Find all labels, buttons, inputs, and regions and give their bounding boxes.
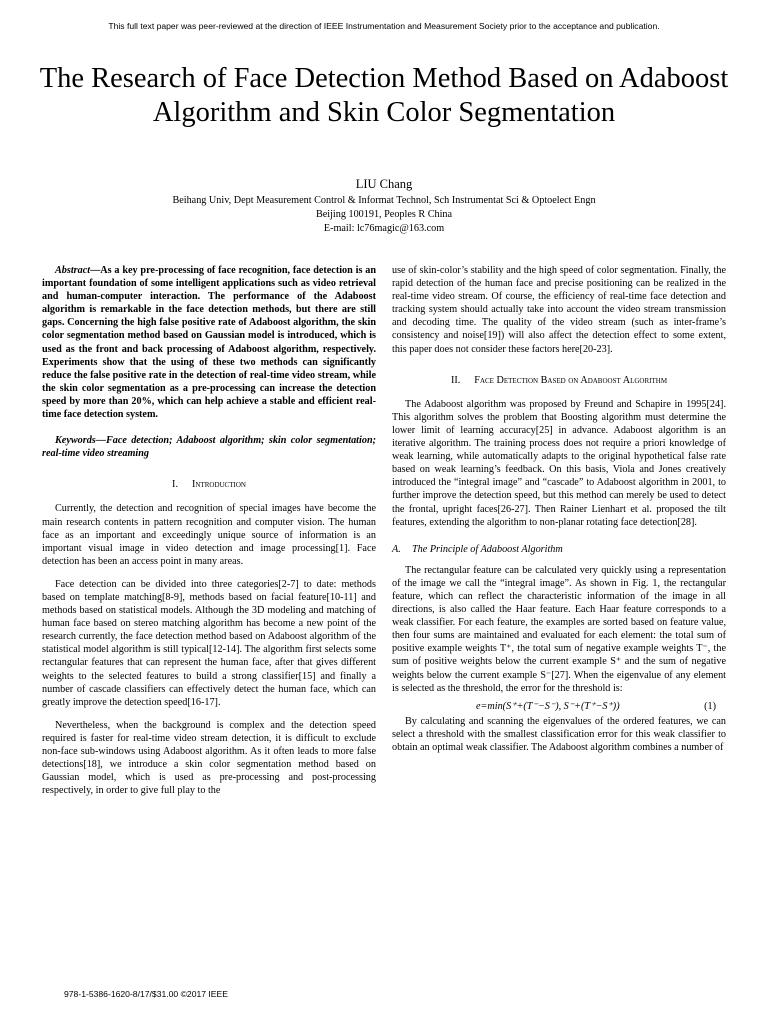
equation-1 [392,700,726,715]
adaboost-paragraph: The Adaboost algorithm was proposed by Freund and Schapire in 1995[24]. This algorithm solves the problem that Boosting algorithm must determine the lower limit of learning accuracy[25] in advance. Adaboost algorithm is an iterative algorithm. The training process does not require a priori knowledge of weak learning, while automatically adapts to the original hypothetical false rate based on weak learning’s feedback. On this basis, Viola and Jones creatively introduced the “integral image” and “cascade” to Adaboost algorithm in 2001, to further improve the detection speed, but this method can merely be used to detect the frontal, upright faces[26-27]. Then Rainer Lienhart et al. proposed the tilt features, extending the algorithm to non-planar rotating face detection[28]. [392,398,726,528]
equation-expression: e=min(S⁺+(T⁻−S⁻), S⁻+(T⁺−S⁺)) [476,700,620,712]
intro-paragraph: Currently, the detection and recognition of special images have become the main research contents in pattern recognition and computer vision. The human face as an important and exceedingly unique source of information is an important visual image in video detection and image processing[1]. Face detection has been an access point in many areas. [42,503,376,567]
author-affiliation [0,194,768,235]
intro-paragraph: Nevertheless, when the background is complex and the detection speed required is faster for real-time video stream detection, it is difficult to exclude non-face sub-windows using Adaboost algorithm. As it often leads to more false detections[18], we introduce a skin color segmentation method based on Gaussian model, which is used as pre-processing and post-processing respectively, in order to give full play to the [42,719,376,797]
header-notice: This full text paper was peer-reviewed at the direction of IEEE Instrumentation and Measurement Society prior to the acceptance and publication. [108,21,660,31]
abstract-text: —As a key pre-processing of face recognition, face detection is an important foundation of some intelligent applications such as video retrieval and human-computer interaction. The performance of the Adaboost algorithm is remarkable in the face detection methods, but there are still gaps. Concerning the high false positive rate of Adaboost algorithm, the skin color segmentation method based on Gaussian model is introduced, which is used as the front and back processing of Adaboost algorithm, respectively. Experiments show that the using of these two methods can significantly reduce the false positive rate in the detection of real-time video stream, while the skin color segmentation as a pre-processing can increase the detection speed by more than 20%, which can help achieve a stable and efficient real-time face detection system. [42,265,376,421]
section-title: Introduction [192,479,246,491]
section-heading-introduction [42,478,376,491]
affiliation-line-1: Beihang Univ, Dept Measurement Control & Informat Technol, Sch Instrumentat Sci & Optoelect Engn [172,195,596,206]
intro-paragraph: Face detection can be divided into three categories[2-7] to date: methods based on template matching[8-9], methods based on facial feature[10-11] and methods based on statistical models. Although the 3D modeling and matching of human face based on stereo matching algorithm has become a new point of the research currently, the face detection method based on Adaboost algorithm of the statistical model algorithm is still typical[12-14]. The algorithm first selects some rectangular features that can represent the human face, after that gives different weights to the selected features to build a strong classifier[15] and finally a number of cascade classifiers can effectively detect the human face, which can greatly improve the detection speed[16-17]. [42,578,376,708]
principle-paragraph: The rectangular feature can be calculated very quickly using a representation of the image we call the “integral image”. As shown in Fig. 1, the rectangular feature, which can reflect the characteristic information of the image in all directions, is also called the Haar feature. Each Haar feature corresponds to a weak classifier. For each feature, the examples are sorted based on feature value, then four sums are maintained and evaluated for each element: the total sum of positive example weights T⁺, the total sum of negative example weights T⁻, the sum of positive weights below the current example S⁺ and the sum of negative weights below the current example S⁻[27]. When the eigenvalue of any element is selected as the threshold, the error for the threshold is: [392,564,726,694]
subsection-heading-principle [392,543,726,556]
right-column [392,264,726,754]
author-email: E-mail: lc76magic@163.com [323,222,445,234]
section-title: Face Detection Based on Adaboost Algorithm [474,374,668,386]
author-name: LIU Chang [355,177,413,191]
affiliation-line-2: Beijing 100191, Peoples R China [315,208,453,220]
principle-paragraph-after: By calculating and scanning the eigenvalues of the ordered features, we can select a threshold with the smallest classification error for this weak classifier to obtain an optimal weak classifier. The Adaboost algorithm combines a number of [392,715,726,753]
copyright-footer: 978-1-5386-1620-8/17/$31.00 ©2017 IEEE [64,989,229,999]
subsection-title: The Principle of Adaboost Algorithm [412,543,563,555]
left-column [42,264,376,797]
abstract [42,264,376,421]
section-heading-adaboost [392,374,726,387]
continued-paragraph: use of skin-color’s stability and the high speed of color segmentation. Finally, the rapid detection of the human face and precise positioning can be realized in the real-time video stream. Of course, the efficiency of real-time face detection and tracking system should actually take into account the video stream transmission and decoding time. The quality of the video stream (such as inter-frame’s consistency and noise[19]) will also affect the detection effect to some extent, this paper does not consider these factors here[20-23]. [392,265,726,355]
subsection-number: A. [392,543,401,555]
keywords: Keywords—Face detection; Adaboost algorithm; skin color segmentation; real-time video streaming [42,435,376,460]
section-number: I. [172,479,178,491]
section-number: II. [450,374,461,386]
paper-title: The Research of Face Detection Method Based on Adaboost Algorithm and Skin Color Segmentation [39,63,729,128]
abstract-label: Abstract [55,265,91,276]
equation-number: (1) [704,700,716,712]
